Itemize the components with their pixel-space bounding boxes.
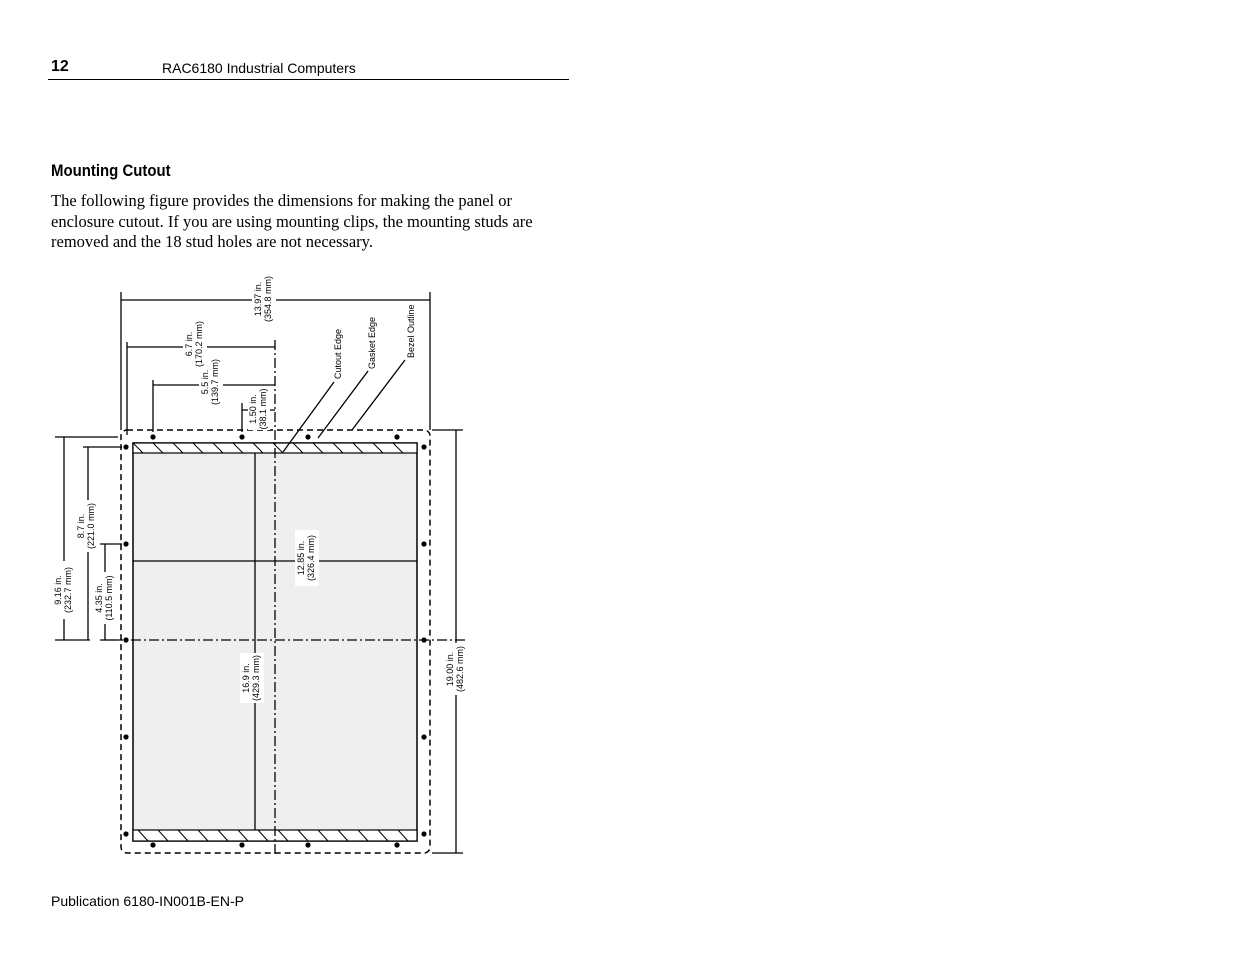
svg-text:12.85 in.: 12.85 in.: [296, 540, 306, 576]
svg-text:(221.0 mm): (221.0 mm): [86, 502, 96, 550]
dimension-label-19-00: [445, 646, 465, 692]
svg-text:(482.6 mm): (482.6 mm): [455, 645, 465, 693]
running-title: RAC6180 Industrial Computers: [162, 60, 356, 76]
svg-text:(139.7 mm): (139.7 mm): [210, 358, 220, 406]
svg-text:9.16 in.: 9.16 in.: [53, 575, 63, 605]
svg-text:(38.1 mm): (38.1 mm): [258, 388, 268, 430]
svg-text:(232.7 mm): (232.7 mm): [63, 566, 73, 614]
svg-text:13.97 in.: 13.97 in.: [253, 281, 263, 317]
svg-text:(354.8 mm): (354.8 mm): [263, 275, 273, 323]
callout-cutout-edge: Cutout Edge: [333, 328, 343, 379]
paragraph-line: The following figure provides the dimensions for making the panel or: [51, 191, 512, 210]
svg-text:16.9 in.: 16.9 in.: [241, 663, 251, 693]
section-heading: Mounting Cutout: [51, 161, 171, 180]
paragraph-line: removed and the 18 stud holes are not necessary.: [51, 232, 373, 251]
callout-gasket-edge: Gasket Edge: [367, 316, 377, 369]
svg-text:8.7 in.: 8.7 in.: [76, 513, 86, 539]
svg-text:6.7 in.: 6.7 in.: [184, 331, 194, 357]
dimension-label-1-50: [248, 388, 268, 429]
svg-text:(110.5 mm): (110.5 mm): [104, 575, 114, 621]
paragraph-line: enclosure cutout. If you are using mounting clips, the mounting studs are: [51, 211, 533, 231]
svg-text:(170.2 mm): (170.2 mm): [194, 320, 204, 368]
svg-text:4.35 in.: 4.35 in.: [94, 583, 104, 613]
svg-text:5.5 in.: 5.5 in.: [200, 369, 210, 395]
dimension-label-13-97: [253, 276, 273, 322]
svg-text:(429.3 mm): (429.3 mm): [251, 654, 261, 702]
page-number: 12: [51, 58, 69, 75]
dimension-label-12-85: [296, 535, 316, 581]
footer-publication: Publication 6180-IN001B-EN-P: [51, 893, 244, 909]
svg-text:1.50 in.: 1.50 in.: [248, 394, 258, 424]
svg-text:19.00 in.: 19.00 in.: [445, 651, 455, 687]
svg-text:(326.4 mm): (326.4 mm): [306, 534, 316, 582]
callout-bezel-outline: Bezel Outline: [406, 304, 416, 358]
